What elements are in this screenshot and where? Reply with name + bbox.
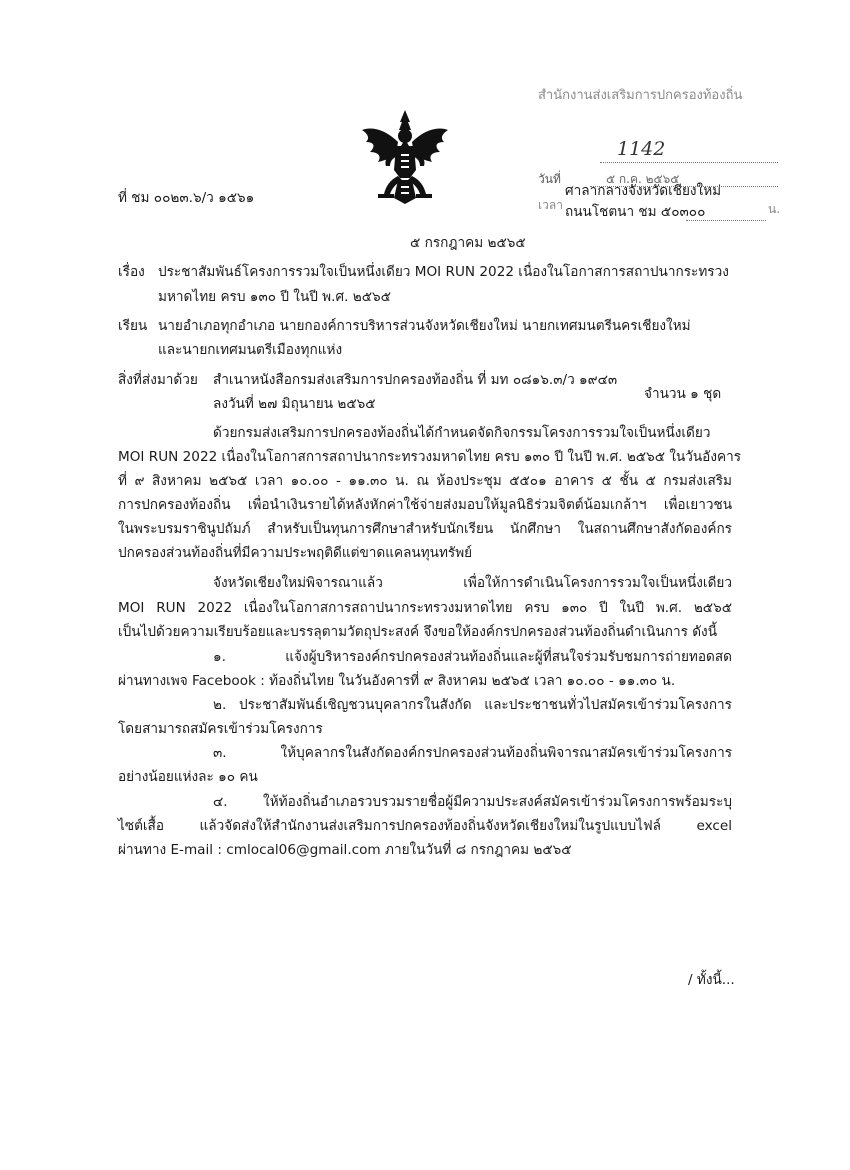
receipt-stamp-number: 1142 <box>617 138 666 160</box>
sender-address-line-1: ศาลากลางจังหวัดเชียงใหม่ <box>565 183 722 199</box>
enclosure-line-2: ลงวันที่ ๒๗ มิถุนายน ๒๕๖๕ <box>213 396 376 412</box>
body-item-1-line: ผ่านทางเพจ Facebook : ท้องถิ่นไทย ในวันอังคารที่ ๙ สิงหาคม ๒๕๖๕ เวลา ๑๐.๐๐ - ๑๑.๓๐ น. <box>118 673 676 689</box>
enclosure-line-1: สำเนาหนังสือกรมส่งเสริมการปกครองท้องถิ่น ที่ มท ๐๘๑๖.๓/ว ๑๙๔๓ <box>213 372 618 388</box>
body-item-4-line: ๔. ให้ท้องถิ่นอำเภอรวบรวมรายชื่อผู้มีความประสงค์สมัครเข้าร่วมโครงการพร้อมระบุ <box>213 794 732 810</box>
receipt-stamp-date-label: วันที่ <box>538 172 561 186</box>
body-p1-line: ในพระบรมราชินูปถัมภ์ สำหรับเป็นทุนการศึกษาสำหรับนักเรียน นักศึกษา ในสถานศึกษาสังกัดองค์กร <box>118 521 732 537</box>
receipt-stamp-org: สำนักงานส่งเสริมการปกครองท้องถิ่น <box>538 88 743 103</box>
receipt-stamp-time-label: เวลา <box>538 198 563 212</box>
enclosure-count: จำนวน ๑ ชุด <box>644 386 722 402</box>
body-item-3-line: อย่างน้อยแห่งละ ๑๐ คน <box>118 769 258 785</box>
enclosure-label: สิ่งที่ส่งมาด้วย <box>118 372 198 388</box>
garuda-emblem-icon <box>356 108 454 206</box>
body-p2-line: จังหวัดเชียงใหม่พิจารณาแล้ว เพื่อให้การดำเนินโครงการรวมใจเป็นหนึ่งเดียว <box>213 575 732 591</box>
body-item-2-line: โดยสามารถสมัครเข้าร่วมโครงการ <box>118 721 323 737</box>
body-item-3-line: ๓. ให้บุคลากรในสังกัดองค์กรปกครองส่วนท้องถิ่นพิจารณาสมัครเข้าร่วมโครงการ <box>213 745 732 761</box>
body-item-2-line: ๒. ประชาสัมพันธ์เชิญชวนบุคลากรในสังกัด และประชาชนทั่วไปสมัครเข้าร่วมโครงการ <box>213 697 732 713</box>
body-p1-line: ที่ ๙ สิงหาคม ๒๕๖๕ เวลา ๑๐.๐๐ - ๑๑.๓๐ น. ณ ห้องประชุม ๕๕๐๑ อาคาร ๕ ชั้น ๕ กรมส่งเสริม <box>118 473 732 489</box>
recipient-label: เรียน <box>118 318 148 334</box>
body-item-4-line: ไซต์เสื้อ แล้วจัดส่งให้สำนักงานส่งเสริมการปกครองท้องถิ่นจังหวัดเชียงใหม่ในรูปแบบไฟล์ excel <box>118 818 732 834</box>
continued-marker: / ทั้งนี้... <box>688 972 735 988</box>
address-underline <box>686 220 766 221</box>
recipient-line-2: และนายกเทศมนตรีเมืองทุกแห่ง <box>158 342 343 358</box>
body-p2-line: MOI RUN 2022 เนื่องในโอกาสการสถาปนากระทรวงมหาดไทย ครบ ๑๓๐ ปี ในปี พ.ศ. ๒๕๖๕ <box>118 600 732 616</box>
receipt-stamp-date: ๕ ก.ค. ๒๕๖๕ <box>606 172 680 186</box>
body-p1-line: การปกครองท้องถิ่น เพื่อนำเงินรายได้หลังหักค่าใช้จ่ายส่งมอบให้มูลนิธิร่วมจิตต์น้อมเกล้าฯ เพื่อเยาวชน <box>118 497 732 513</box>
subject-label: เรื่อง <box>118 264 145 280</box>
recipient-line-1: นายอำเภอทุกอำเภอ นายกองค์การบริหารส่วนจังหวัดเชียงใหม่ นายกเทศมนตรีนครเชียงใหม่ <box>158 318 691 334</box>
subject-line-2: มหาดไทย ครบ ๑๓๐ ปี ในปี พ.ศ. ๒๕๖๕ <box>158 289 391 305</box>
receipt-stamp-time-suffix: น. <box>768 202 781 216</box>
body-p1-line: MOI RUN 2022 เนื่องในโอกาสการสถาปนากระทรวงมหาดไทย ครบ ๑๓๐ ปี ในปี พ.ศ. ๒๕๖๕ ในวันอังคาร <box>118 449 742 465</box>
document-number: ที่ ชม ๐๐๒๓.๖/ว ๑๕๖๑ <box>118 190 255 206</box>
subject-line-1: ประชาสัมพันธ์โครงการรวมใจเป็นหนึ่งเดียว MOI RUN 2022 เนื่องในโอกาสการสถาปนากระทรวง <box>158 264 729 280</box>
receipt-stamp-number-line <box>600 162 778 163</box>
letter-date: ๕ กรกฎาคม ๒๕๖๕ <box>410 235 526 251</box>
sender-address-line-2: ถนนโชตนา ชม ๕๐๓๐๐ <box>565 204 706 220</box>
body-p1-line: ปกครองส่วนท้องถิ่นที่มีความประพฤติดีแต่ขาดแคลนทุนทรัพย์ <box>118 545 473 561</box>
body-p2-line: เป็นไปด้วยความเรียบร้อยและบรรลุตามวัตถุประสงค์ จึงขอให้องค์กรปกครองส่วนท้องถิ่นดำเนินการ ดังนี้ <box>118 624 717 640</box>
body-p1-line: ด้วยกรมส่งเสริมการปกครองท้องถิ่นได้กำหนดจัดกิจกรรมโครงการรวมใจเป็นหนึ่งเดียว <box>213 425 711 441</box>
body-item-4-line: ผ่านทาง E-mail : cmlocal06@gmail.com ภายในวันที่ ๘ กรกฎาคม ๒๕๖๕ <box>118 842 572 858</box>
body-item-1-line: ๑. แจ้งผู้บริหารองค์กรปกครองส่วนท้องถิ่นและผู้ที่สนใจร่วมรับชมการถ่ายทอดสด <box>213 649 732 665</box>
